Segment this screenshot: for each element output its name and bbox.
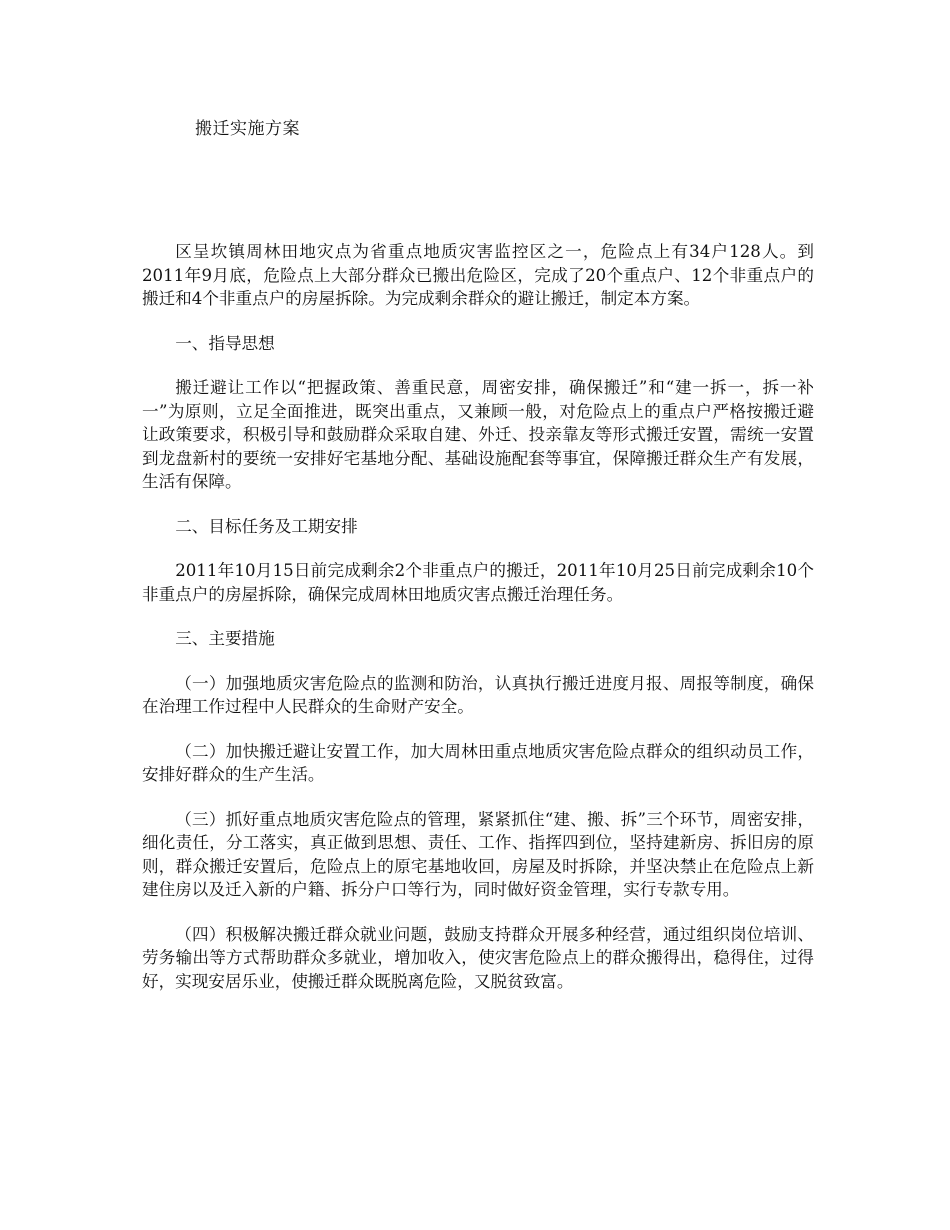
measure-paragraph-2: （二）加快搬迁避让安置工作，加大周林田重点地质灾害危险点群众的组织动员工作，安排好群众的生产生活。 xyxy=(142,741,814,784)
section-heading-guiding-ideology: 一、指导思想 xyxy=(175,333,275,353)
document-body xyxy=(142,240,814,1014)
section-heading-main-measures: 三、主要措施 xyxy=(175,629,275,648)
measure-paragraph-4: （四）积极解决搬迁群众就业问题，鼓励支持群众开展多种经营，通过组织岗位培训、劳务输出等方式帮助群众多就业，增加收入，使灾害危险点上的群众搬得出，稳得住，过得好，实现安居乐业，使搬迁群众既脱离危险，又脱贫致富。 xyxy=(142,924,814,991)
goals-schedule-paragraph: 2011年10月15日前完成剩余2个非重点户的搬迁，2011年10月25日前完成剩余10个非重点户的房屋拆除，确保完成周林田地质灾害点搬迁治理任务。 xyxy=(142,561,814,604)
intro-paragraph: 区呈坎镇周林田地灾点为省重点地质灾害监控区之一，危险点上有34户128人。到2011年9月底，危险点上大部分群众已搬出危险区，完成了20个重点户、12个非重点户的搬迁和4个非重点户的房屋拆除。为完成剩余群众的避让搬迁，制定本方案。 xyxy=(142,242,814,308)
guiding-ideology-paragraph: 搬迁避让工作以“把握政策、善重民意，周密安排，确保搬迁”和“建一拆一，拆一补一”为原则，立足全面推进，既突出重点，又兼顾一般，对危险点上的重点户严格按搬迁避让政策要求，积极引导和鼓励群众采取自建、外迁、投亲靠友等形式搬迁安置，需统一安置到龙盘新村的要统一安排好宅基地分配、基础设施配套等事宜，保障搬迁群众生产有发展，生活有保障。 xyxy=(142,378,814,491)
measure-paragraph-1: （一）加强地质灾害危险点的监测和防治，认真执行搬迁进度月报、周报等制度，确保在治理工作过程中人民群众的生命财产安全。 xyxy=(142,673,814,716)
measure-paragraph-3: （三）抓好重点地质灾害危险点的管理，紧紧抓住“建、搬、拆”三个环节，周密安排，细化责任，分工落实，真正做到思想、责任、工作、指挥四到位，坚持建新房、拆旧房的原则，群众搬迁安置后，危险点上的原宅基地收回，房屋及时拆除，并坚决禁止在危险点上新建住房以及迁入新的户籍、拆分户口等行为，同时做好资金管理，实行专款专用。 xyxy=(142,809,814,899)
section-heading-goals-schedule: 二、目标任务及工期安排 xyxy=(175,516,358,536)
document-title: 搬迁实施方案 xyxy=(195,119,300,139)
